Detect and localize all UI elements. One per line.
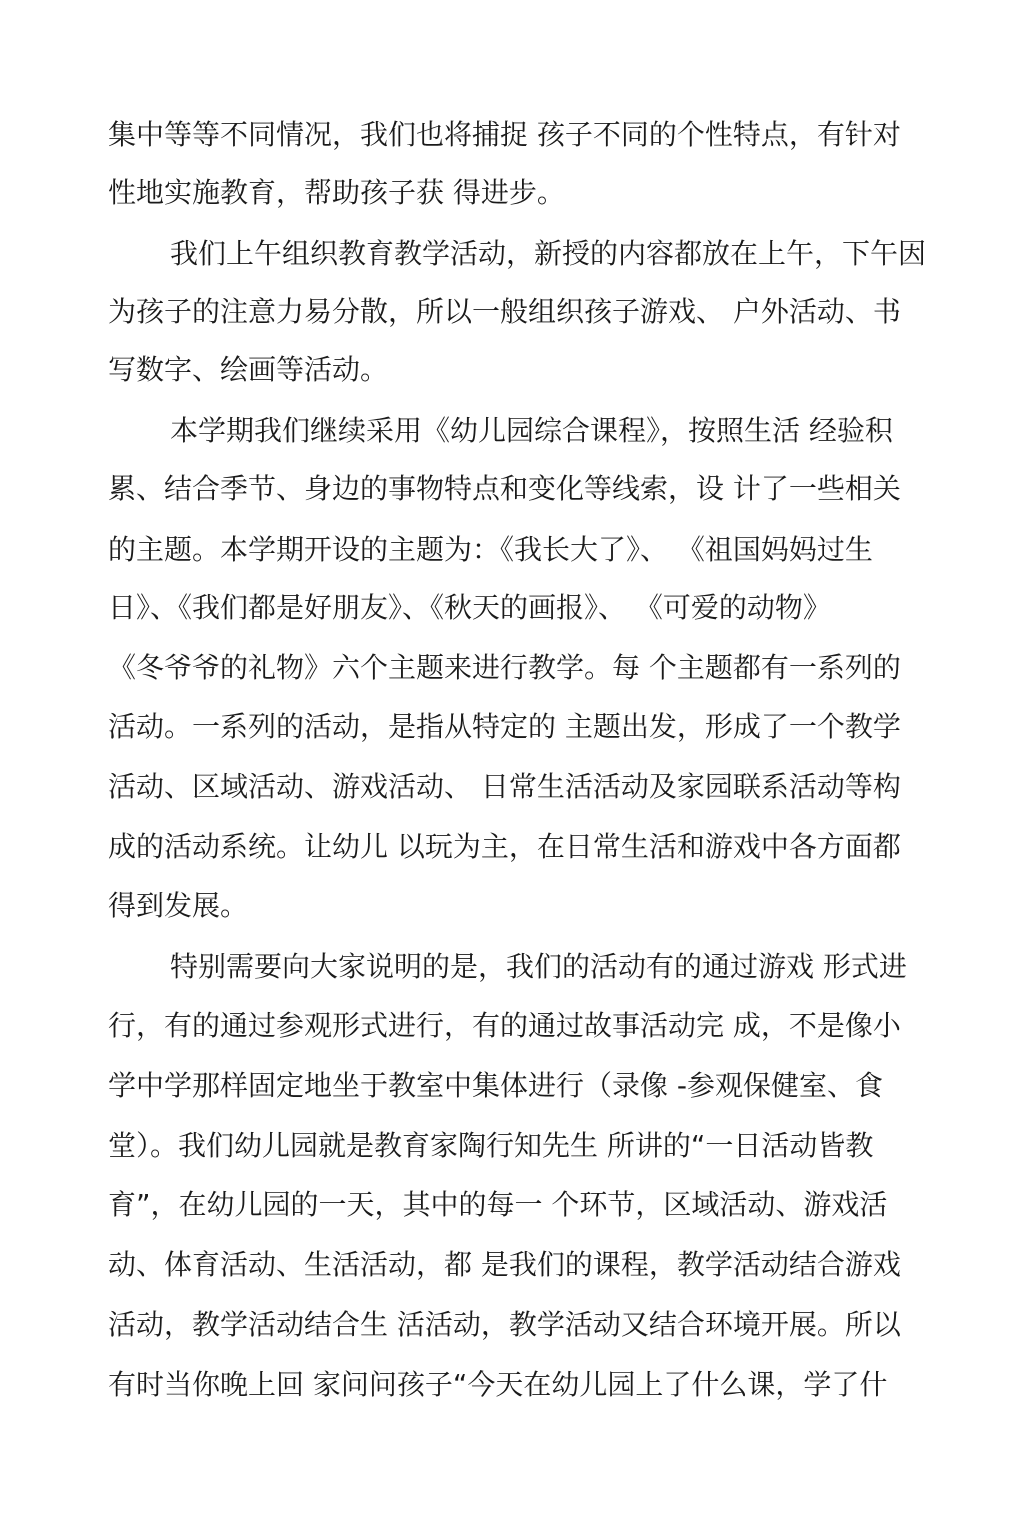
text-line: 累、结合季节、身边的事物特点和变化等线索，设 计了一些相关 [108, 472, 901, 505]
text-line: 为孩子的注意力易分散，所以一般组织孩子游戏、 户外活动、书 [108, 295, 901, 328]
text-line: 日》、《我们都是好朋友》、《秋天的画报》、 《可爱的动物》 [108, 591, 831, 624]
paragraph-start-line: 本学期我们继续采用《幼儿园综合课程》，按照生活 经验积 [170, 414, 893, 447]
text-line: 集中等等不同情况，我们也将捕捉 孩子不同的个性特点，有针对 [108, 118, 901, 151]
text-line: 写数字、绘画等活动。 [108, 353, 389, 386]
text-line: 《冬爷爷的礼物》六个主题来进行教学。每 个主题都有一系列的 [108, 651, 901, 684]
text-line: 学中学那样固定地坐于教室中集体进行（录像 -参观保健室、食 [108, 1069, 884, 1102]
text-line: 活动。一系列的活动，是指从特定的 主题出发，形成了一个教学 [108, 710, 901, 743]
text-line: 活动、区域活动、游戏活动、 日常生活活动及家园联系活动等构 [108, 770, 901, 803]
paragraph-start-line: 我们上午组织教育教学活动，新授的内容都放在上午，下午因 [170, 237, 927, 270]
text-line: 得到发展。 [108, 889, 249, 922]
paragraph-start-line: 特别需要向大家说明的是，我们的活动有的通过游戏 形式进 [170, 950, 907, 983]
text-line: 成的活动系统。让幼儿 以玩为主，在日常生活和游戏中各方面都 [108, 830, 901, 863]
text-line: 行，有的通过参观形式进行，有的通过故事活动完 成，不是像小 [108, 1009, 901, 1042]
text-line: 堂）。我们幼儿园就是教育家陶行知先生 所讲的“一日活动皆教 [108, 1129, 874, 1162]
text-line: 育”，在幼儿园的一天，其中的每一 个环节，区域活动、游戏活 [108, 1188, 888, 1221]
text-line: 有时当你晚上回 家问问孩子“今天在幼儿园上了什么课，学了什 [108, 1368, 888, 1401]
text-line: 的主题。本学期开设的主题为：《我长大了》、 《祖国妈妈过生 [108, 533, 873, 566]
text-line: 性地实施教育，帮助孩子获 得进步。 [108, 176, 565, 209]
text-line: 活动，教学活动结合生 活活动，教学活动又结合环境开展。所以 [108, 1308, 901, 1341]
text-line: 动、体育活动、生活活动，都 是我们的课程，教学活动结合游戏 [108, 1248, 901, 1281]
